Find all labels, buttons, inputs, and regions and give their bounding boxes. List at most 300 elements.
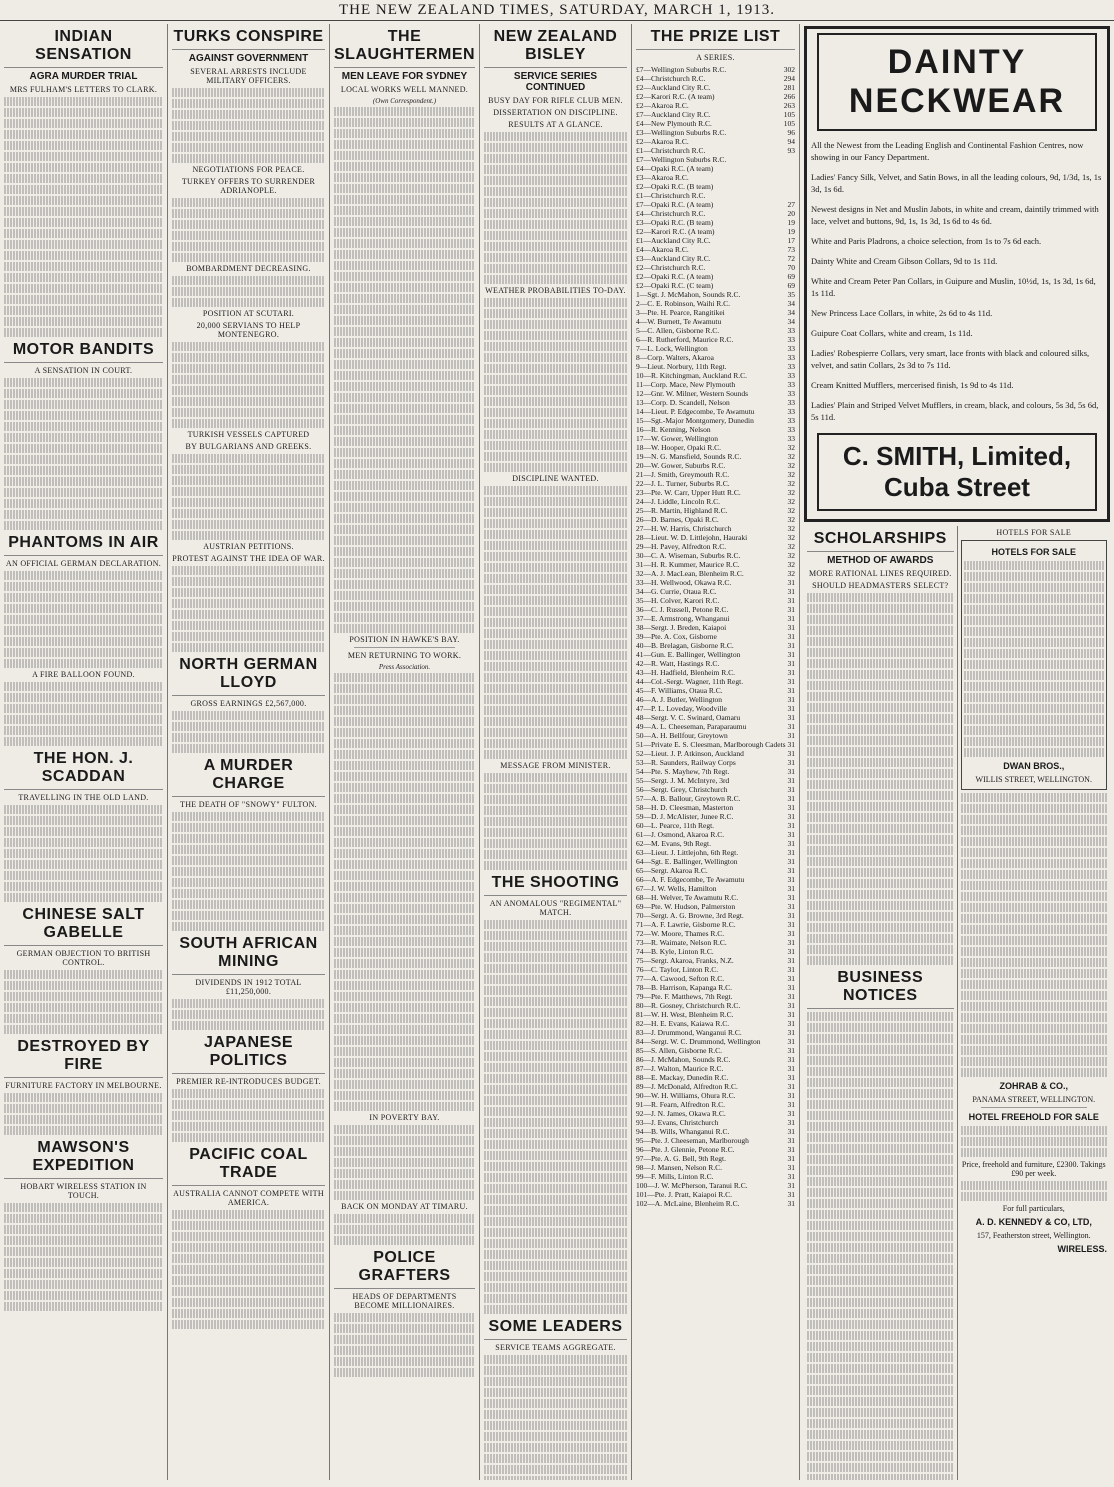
score-row bbox=[636, 1055, 795, 1064]
ad-name: A. D. KENNEDY & CO, LTD, bbox=[975, 1217, 1092, 1227]
score-points: 32 bbox=[787, 497, 795, 506]
score-row bbox=[636, 443, 795, 452]
score-row bbox=[636, 452, 795, 461]
body-text bbox=[172, 454, 325, 540]
score-name: 59—D. J. McAlister, Junee R.C. bbox=[636, 812, 734, 821]
body-text bbox=[4, 1093, 163, 1135]
caption: BOMBARDMENT DECREASING. bbox=[186, 264, 311, 273]
ad-line: New Princess Lace Collars, in white, 2s 6d to 4s 11d. bbox=[811, 308, 993, 318]
caption: POSITION AT SCUTARI. bbox=[202, 309, 295, 318]
score-points: 31 bbox=[787, 1145, 795, 1154]
score-points: 34 bbox=[787, 308, 795, 317]
score-points: 31 bbox=[787, 1154, 795, 1163]
score-points: 31 bbox=[787, 812, 795, 821]
score-row bbox=[636, 911, 795, 920]
score-row bbox=[636, 551, 795, 560]
ad-title: DAINTY NECKWEAR bbox=[817, 33, 1097, 131]
body-text bbox=[172, 999, 325, 1030]
score-name: 101—Pte. J. Pratt, Kaiapoi R.C. bbox=[636, 1190, 733, 1199]
score-row bbox=[636, 974, 795, 983]
score-name: £7—Wellington Suburbs R.C. bbox=[636, 65, 727, 74]
score-row bbox=[636, 1091, 795, 1100]
score-points: 31 bbox=[787, 1172, 795, 1181]
score-row bbox=[636, 398, 795, 407]
score-points: 70 bbox=[787, 263, 795, 272]
score-row bbox=[636, 569, 795, 578]
caption: GROSS EARNINGS £2,567,000. bbox=[190, 699, 307, 708]
score-points: 31 bbox=[787, 983, 795, 992]
subhead: METHOD OF AWARDS bbox=[827, 555, 934, 566]
headline-slaughtermen: THE SLAUGHTERMEN bbox=[334, 28, 475, 68]
ad-line: White and Cream Peter Pan Collars, in Guipure and Muslin, 10½d, 1s, 1s 3d, 1s 6d, 1s 11d. bbox=[811, 276, 1096, 298]
score-row bbox=[636, 1073, 795, 1082]
score-points: 73 bbox=[787, 245, 795, 254]
score-points: 33 bbox=[787, 407, 795, 416]
score-row bbox=[636, 353, 795, 362]
caption: BACK ON MONDAY AT TIMARU. bbox=[341, 1202, 468, 1211]
column-5 bbox=[632, 24, 800, 1480]
score-points: 294 bbox=[783, 74, 795, 83]
score-points: 31 bbox=[787, 632, 795, 641]
ad-address: PANAMA STREET, WELLINGTON. bbox=[972, 1095, 1096, 1104]
score-row bbox=[636, 497, 795, 506]
caption: 20,000 SERVIANS TO HELP MONTENEGRO. bbox=[196, 321, 301, 339]
body-text bbox=[334, 1214, 475, 1245]
caption: MESSAGE FROM MINISTER. bbox=[500, 761, 611, 770]
body-text bbox=[4, 805, 163, 902]
score-points: 266 bbox=[783, 92, 795, 101]
score-points: 31 bbox=[787, 1136, 795, 1145]
score-row bbox=[636, 560, 795, 569]
caption: TRAVELLING IN THE OLD LAND. bbox=[18, 793, 149, 802]
caption: DISSERTATION ON DISCIPLINE. bbox=[493, 108, 618, 117]
score-name: 90—W. H. Williams, Ohura R.C. bbox=[636, 1091, 736, 1100]
score-name: 1—Sgt. J. McMahon, Sounds R.C. bbox=[636, 290, 741, 299]
score-name: 89—J. McDonald, Alfredton R.C. bbox=[636, 1082, 738, 1091]
caption: AUSTRIAN PETITIONS. bbox=[203, 542, 294, 551]
score-points: 31 bbox=[787, 1001, 795, 1010]
caption: A SENSATION IN COURT. bbox=[34, 366, 133, 375]
score-name: 44—Col.-Sergt. Wagner, 11th Regt. bbox=[636, 677, 744, 686]
score-name: 39—Pte. A. Cox, Gisborne bbox=[636, 632, 717, 641]
column-3 bbox=[330, 24, 480, 1480]
headline-japanese: JAPANESE POLITICS bbox=[172, 1034, 325, 1074]
score-name: 93—J. Evans, Christchurch bbox=[636, 1118, 719, 1127]
headline-destroyed-fire: DESTROYED BY FIRE bbox=[4, 1038, 163, 1078]
score-points: 32 bbox=[787, 506, 795, 515]
score-row bbox=[636, 119, 795, 128]
score-points: 31 bbox=[787, 974, 795, 983]
score-name: 78—B. Harrison, Kapanga R.C. bbox=[636, 983, 733, 992]
score-points: 31 bbox=[787, 767, 795, 776]
score-points: 31 bbox=[787, 713, 795, 722]
score-row bbox=[636, 299, 795, 308]
score-points: 31 bbox=[787, 956, 795, 965]
caption: WEATHER PROBABILITIES TO-DAY. bbox=[485, 286, 626, 295]
score-row bbox=[636, 632, 795, 641]
score-row bbox=[636, 668, 795, 677]
score-points: 31 bbox=[787, 686, 795, 695]
score-row bbox=[636, 929, 795, 938]
score-row bbox=[636, 164, 795, 173]
score-points: 33 bbox=[787, 380, 795, 389]
score-points: 31 bbox=[787, 758, 795, 767]
score-row bbox=[636, 407, 795, 416]
score-name: 63—Lieut. J. Littlejohn, 6th Regt. bbox=[636, 848, 739, 857]
score-points: 31 bbox=[787, 947, 795, 956]
caption: GERMAN OBJECTION TO BRITISH CONTROL. bbox=[16, 949, 151, 967]
score-row bbox=[636, 1145, 795, 1154]
score-points: 31 bbox=[787, 929, 795, 938]
body-text bbox=[4, 1203, 163, 1311]
score-row bbox=[636, 1190, 795, 1199]
score-row bbox=[636, 227, 795, 236]
dainty-neckwear-ad bbox=[804, 26, 1110, 522]
body-text bbox=[961, 793, 1108, 1077]
score-name: 72—W. Moore, Thames R.C. bbox=[636, 929, 725, 938]
score-row bbox=[636, 992, 795, 1001]
score-row bbox=[636, 335, 795, 344]
body-text bbox=[172, 1210, 325, 1329]
lower-split bbox=[804, 526, 1110, 1480]
score-points: 31 bbox=[787, 866, 795, 875]
score-points: 31 bbox=[787, 1046, 795, 1055]
masthead: THE NEW ZEALAND TIMES, SATURDAY, MARCH 1, 1913. bbox=[0, 0, 1114, 21]
score-name: 95—Pte. J. Cheeseman, Marlborough bbox=[636, 1136, 749, 1145]
body-text bbox=[484, 132, 627, 284]
score-row bbox=[636, 731, 795, 740]
ad-lines bbox=[811, 139, 1103, 423]
score-name: 55—Sergt. J. M. McIntyre, 3rd bbox=[636, 776, 730, 785]
score-points: 32 bbox=[787, 443, 795, 452]
score-row bbox=[636, 848, 795, 857]
score-name: 33—H. Wellwood, Okawa R.C. bbox=[636, 578, 732, 587]
score-row bbox=[636, 686, 795, 695]
score-points: 31 bbox=[787, 605, 795, 614]
score-row bbox=[636, 839, 795, 848]
body-text bbox=[334, 673, 475, 1111]
score-row bbox=[636, 308, 795, 317]
ad-wireless: WIRELESS. bbox=[1057, 1244, 1107, 1254]
score-points: 32 bbox=[787, 515, 795, 524]
body-text bbox=[172, 1089, 325, 1142]
score-name: 17—W. Gower, Wellington bbox=[636, 434, 719, 443]
score-row bbox=[636, 74, 795, 83]
score-name: 41—Gun. E. Ballinger, Wellington bbox=[636, 650, 741, 659]
body-text bbox=[334, 107, 475, 633]
ad-name: DWAN BROS., bbox=[1003, 761, 1065, 771]
caption: MRS FULHAM'S LETTERS TO CLARK. bbox=[9, 85, 158, 94]
headline-lloyd: NORTH GERMAN LLOYD bbox=[172, 656, 325, 696]
score-name: 14—Lieut. P. Edgecombe, Te Awamutu bbox=[636, 407, 755, 416]
caption: FURNITURE FACTORY IN MELBOURNE. bbox=[5, 1081, 162, 1090]
score-row bbox=[636, 182, 795, 191]
score-name: £4—New Plymouth R.C. bbox=[636, 119, 712, 128]
score-row bbox=[636, 947, 795, 956]
score-points: 31 bbox=[787, 1010, 795, 1019]
score-name: £4—Opaki R.C. (A team) bbox=[636, 164, 714, 173]
score-name: £4—Christchurch R.C. bbox=[636, 74, 706, 83]
subhead: AGRA MURDER TRIAL bbox=[29, 71, 138, 82]
ad-line: Guipure Coat Collars, white and cream, 1s 11d. bbox=[811, 328, 973, 338]
score-name: 77—A. Cawood, Sefton R.C. bbox=[636, 974, 725, 983]
score-name: 51—Private E. S. Cleesman, Marlborough Cadets bbox=[636, 740, 786, 749]
score-name: 24—J. Liddle, Lincoln R.C. bbox=[636, 497, 720, 506]
ad-line: All the Newest from the Leading English and Continental Fashion Centres, now showing in our Fancy Department. bbox=[811, 140, 1084, 162]
score-points: 33 bbox=[787, 362, 795, 371]
score-name: 34—G. Currie, Otaua R.C. bbox=[636, 587, 717, 596]
score-name: 32—A. J. MacLean, Blenheim R.C. bbox=[636, 569, 744, 578]
score-points: 19 bbox=[787, 218, 795, 227]
score-row bbox=[636, 776, 795, 785]
score-points: 33 bbox=[787, 416, 795, 425]
caption: BUSY DAY FOR RIFLE CLUB MEN. bbox=[488, 96, 623, 105]
score-row bbox=[636, 1001, 795, 1010]
score-points: 31 bbox=[787, 596, 795, 605]
headline-police-grafters: POLICE GRAFTERS bbox=[334, 1249, 475, 1289]
ad-line: Newest designs in Net and Muslin Jabots, in white and cream, daintily trimmed with lace, velvet and buttons, 9d, 1s, 1s 3d, 1s 6d to 4s 6d. bbox=[811, 204, 1099, 226]
score-name: £7—Wellington Suburbs R.C. bbox=[636, 155, 727, 164]
body-text bbox=[4, 97, 163, 337]
score-points: 33 bbox=[787, 425, 795, 434]
score-points: 31 bbox=[787, 911, 795, 920]
score-points: 31 bbox=[787, 992, 795, 1001]
caption: BY BULGARIANS AND GREEKS. bbox=[185, 442, 312, 451]
score-row bbox=[636, 1199, 795, 1208]
score-name: 49—A. L. Cheeseman, Paraparaumu bbox=[636, 722, 747, 731]
score-row bbox=[636, 101, 795, 110]
score-points: 31 bbox=[787, 623, 795, 632]
score-row bbox=[636, 884, 795, 893]
column-6 bbox=[800, 24, 1114, 1480]
score-name: £4—Akaroa R.C. bbox=[636, 245, 689, 254]
score-name: 80—R. Gosney, Christchurch R.C. bbox=[636, 1001, 741, 1010]
score-row bbox=[636, 254, 795, 263]
score-name: 13—Corp. D. Scandell, Nelson bbox=[636, 398, 730, 407]
score-points: 32 bbox=[787, 560, 795, 569]
score-name: 6—R. Rutherford, Maurice R.C. bbox=[636, 335, 734, 344]
score-row bbox=[636, 1037, 795, 1046]
score-points: 31 bbox=[787, 1118, 795, 1127]
score-name: 58—H. D. Cleesman, Masterton bbox=[636, 803, 734, 812]
caption: HOTELS FOR SALE bbox=[996, 528, 1072, 537]
caption: AUSTRALIA CANNOT COMPETE WITH AMERICA. bbox=[173, 1189, 324, 1207]
ad-head: HOTELS FOR SALE bbox=[991, 547, 1076, 557]
headline-shooting: THE SHOOTING bbox=[484, 874, 627, 896]
body-text bbox=[172, 342, 325, 428]
scholarships-column bbox=[804, 526, 958, 1480]
headline-scholarships: SCHOLARSHIPS bbox=[807, 530, 954, 552]
score-row bbox=[636, 524, 795, 533]
score-row bbox=[636, 587, 795, 596]
headline-mawson: MAWSON'S EXPEDITION bbox=[4, 1139, 163, 1179]
score-row bbox=[636, 1082, 795, 1091]
score-row bbox=[636, 1100, 795, 1109]
caption: A FIRE BALLOON FOUND. bbox=[32, 670, 135, 679]
score-points: 31 bbox=[787, 704, 795, 713]
score-name: 53—R. Saunders, Railway Corps bbox=[636, 758, 736, 767]
score-row bbox=[636, 785, 795, 794]
score-name: 67—J. W. Wells, Hamilton bbox=[636, 884, 717, 893]
caption: PREMIER RE-INTRODUCES BUDGET. bbox=[176, 1077, 321, 1086]
caption: POSITION IN HAWKE'S BAY. bbox=[349, 635, 460, 644]
score-name: 19—N. G. Mansfield, Sounds R.C. bbox=[636, 452, 742, 461]
caption: DISCIPLINE WANTED. bbox=[512, 474, 599, 483]
score-row bbox=[636, 425, 795, 434]
score-points: 33 bbox=[787, 344, 795, 353]
score-points: 32 bbox=[787, 569, 795, 578]
caption: AN OFFICIAL GERMAN DECLARATION. bbox=[5, 559, 162, 568]
score-row bbox=[636, 218, 795, 227]
score-name: £2—Akaroa R.C. bbox=[636, 101, 689, 110]
score-points: 32 bbox=[787, 479, 795, 488]
ad-address: 157, Featherston street, Wellington. bbox=[976, 1231, 1091, 1240]
headline-motor-bandits: MOTOR BANDITS bbox=[4, 341, 163, 363]
score-row bbox=[636, 1127, 795, 1136]
score-name: 57—A. B. Ballour, Greytown R.C. bbox=[636, 794, 741, 803]
score-name: 8—Corp. Walters, Akaroa bbox=[636, 353, 714, 362]
score-points: 32 bbox=[787, 461, 795, 470]
score-points: 31 bbox=[787, 695, 795, 704]
caption: SEVERAL ARRESTS INCLUDE MILITARY OFFICERS. bbox=[190, 67, 307, 85]
score-name: 65—Sergt. Akaroa R.C. bbox=[636, 866, 708, 875]
score-points: 31 bbox=[787, 677, 795, 686]
subhead: AGAINST GOVERNMENT bbox=[188, 53, 309, 64]
score-name: 64—Sgt. E. Ballinger, Wellington bbox=[636, 857, 738, 866]
score-points: 20 bbox=[787, 209, 795, 218]
score-points: 32 bbox=[787, 452, 795, 461]
score-points: 31 bbox=[787, 1082, 795, 1091]
score-name: 48—Sergt. V. C. Swinard, Oamaru bbox=[636, 713, 741, 722]
score-row bbox=[636, 1118, 795, 1127]
headline-scaddan: THE HON. J. SCADDAN bbox=[4, 750, 163, 790]
score-points: 31 bbox=[787, 920, 795, 929]
score-name: 60—L. Pearce, 11th Regt. bbox=[636, 821, 715, 830]
score-points: 33 bbox=[787, 389, 795, 398]
score-row bbox=[636, 515, 795, 524]
body-text bbox=[807, 593, 954, 965]
score-name: 83—J. Drummond, Wanganui R.C. bbox=[636, 1028, 742, 1037]
score-points: 31 bbox=[787, 1064, 795, 1073]
score-points: 31 bbox=[787, 938, 795, 947]
score-row bbox=[636, 605, 795, 614]
score-row bbox=[636, 344, 795, 353]
score-row bbox=[636, 92, 795, 101]
score-name: £7—Auckland City R.C. bbox=[636, 110, 711, 119]
score-name: 37—E. Armstrong, Whanganui bbox=[636, 614, 730, 623]
score-name: 35—H. Colver, Karori R.C. bbox=[636, 596, 720, 605]
score-points: 105 bbox=[783, 119, 795, 128]
score-row bbox=[636, 794, 795, 803]
score-name: 43—H. Hadfield, Blenheim R.C. bbox=[636, 668, 735, 677]
score-row bbox=[636, 1064, 795, 1073]
score-row bbox=[636, 191, 795, 200]
score-row bbox=[636, 812, 795, 821]
score-name: £7—Opaki R.C. (A team) bbox=[636, 200, 714, 209]
divider bbox=[354, 647, 455, 648]
score-points: 31 bbox=[787, 668, 795, 677]
score-points: 93 bbox=[787, 146, 795, 155]
score-list bbox=[636, 65, 795, 1208]
score-name: £2—Opaki R.C. (C team) bbox=[636, 281, 714, 290]
score-points: 34 bbox=[787, 317, 795, 326]
score-name: 29—H. Pavey, Alfredton R.C. bbox=[636, 542, 727, 551]
score-points: 31 bbox=[787, 1028, 795, 1037]
score-name: 76—C. Taylor, Linton R.C. bbox=[636, 965, 719, 974]
ad-line: Dainty White and Cream Gibson Collars, 9d to 1s 11d. bbox=[811, 256, 998, 266]
score-row bbox=[636, 272, 795, 281]
caption: MORE RATIONAL LINES REQUIRED. bbox=[808, 569, 952, 578]
ad-line: White and Paris Pladrons, a choice selection, from 1s to 7s 6d each. bbox=[811, 236, 1042, 246]
score-points: 31 bbox=[787, 587, 795, 596]
score-points: 72 bbox=[787, 254, 795, 263]
score-name: 86—J. McMahon, Sounds R.C. bbox=[636, 1055, 731, 1064]
hotels-ad bbox=[961, 540, 1108, 790]
score-points: 94 bbox=[787, 137, 795, 146]
score-name: 68—H. Welver, Te Awamutu R.C. bbox=[636, 893, 739, 902]
caption: THE DEATH OF "SNOWY" FULTON. bbox=[180, 800, 317, 809]
divider bbox=[981, 1107, 1088, 1108]
score-row bbox=[636, 821, 795, 830]
caption: DIVIDENDS IN 1912 TOTAL £11,250,000. bbox=[195, 978, 302, 996]
score-name: 21—J. Smith, Greymouth R.C. bbox=[636, 470, 730, 479]
score-row bbox=[636, 578, 795, 587]
score-name: 46—A. J. Butler, Wellington bbox=[636, 695, 723, 704]
score-points: 31 bbox=[787, 875, 795, 884]
score-name: 20—W. Gower, Suburbs R.C. bbox=[636, 461, 726, 470]
score-row bbox=[636, 1019, 795, 1028]
score-name: 54—Pte. S. Mayhew, 7th Regt. bbox=[636, 767, 730, 776]
score-row bbox=[636, 488, 795, 497]
score-points: 32 bbox=[787, 488, 795, 497]
score-name: 4—W. Burnett, Te Awamutu bbox=[636, 317, 722, 326]
subhead: MEN LEAVE FOR SYDNEY bbox=[341, 71, 468, 82]
caption: PROTEST AGAINST THE IDEA OF WAR. bbox=[172, 554, 325, 563]
score-points: 34 bbox=[787, 299, 795, 308]
headline-some-leaders: SOME LEADERS bbox=[484, 1318, 627, 1340]
score-name: 75—Sergt. Akaroa, Franks, N.Z. bbox=[636, 956, 734, 965]
score-points: 31 bbox=[787, 1019, 795, 1028]
score-row bbox=[636, 902, 795, 911]
headline-business-notices: BUSINESS NOTICES bbox=[807, 969, 954, 1009]
score-row bbox=[636, 479, 795, 488]
score-name: 15—Sgt.-Major Montgomery, Dunedin bbox=[636, 416, 754, 425]
score-row bbox=[636, 767, 795, 776]
score-row bbox=[636, 317, 795, 326]
score-points: 31 bbox=[787, 578, 795, 587]
score-row bbox=[636, 128, 795, 137]
score-points: 31 bbox=[787, 785, 795, 794]
score-row bbox=[636, 596, 795, 605]
score-name: 98—J. Mansen, Nelson R.C. bbox=[636, 1163, 723, 1172]
caption: AN ANOMALOUS "REGIMENTAL" MATCH. bbox=[489, 899, 622, 917]
score-name: 99—F. Mills, Linton R.C. bbox=[636, 1172, 714, 1181]
score-row bbox=[636, 146, 795, 155]
score-row bbox=[636, 1136, 795, 1145]
score-points: 31 bbox=[787, 1055, 795, 1064]
score-row bbox=[636, 965, 795, 974]
score-row bbox=[636, 623, 795, 632]
body-text bbox=[172, 711, 325, 753]
ad-line: Ladies' Plain and Striped Velvet Mufflers, in cream, black, and colours, 5s 3d, 5s 6d, 5s 11d. bbox=[811, 400, 1099, 422]
caption: SHOULD HEADMASTERS SELECT? bbox=[812, 581, 949, 590]
score-name: 45—F. Williams, Otaua R.C. bbox=[636, 686, 723, 695]
score-points: 31 bbox=[787, 965, 795, 974]
column-1 bbox=[0, 24, 168, 1480]
score-points: 69 bbox=[787, 281, 795, 290]
score-row bbox=[636, 938, 795, 947]
score-name: 10—R. Kitchingman, Auckland R.C. bbox=[636, 371, 748, 380]
